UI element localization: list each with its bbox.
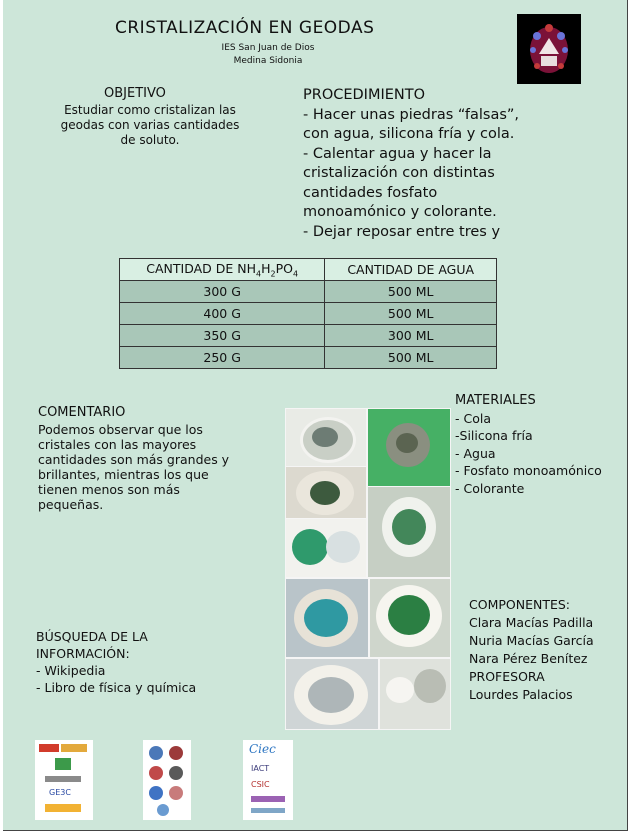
comment-line: cristales con las mayores xyxy=(38,437,197,452)
geode-photo xyxy=(285,578,369,658)
procedure-line: cantidades fosfato xyxy=(303,184,438,201)
sponsor-logos-left xyxy=(35,740,93,820)
comment-line: tienen menos son más xyxy=(38,482,180,497)
information-heading-2: INFORMACIÓN: xyxy=(36,646,130,661)
material-item: - Agua xyxy=(455,445,496,461)
objective-line: Estudiar como cristalizan las xyxy=(64,103,236,117)
school-name: IES San Juan de Dios xyxy=(221,43,315,53)
csic-logo: CSIC xyxy=(251,780,270,789)
table-row xyxy=(120,325,497,347)
components-heading: COMPONENTES: xyxy=(469,597,571,612)
procedure-section xyxy=(303,86,603,244)
information-item: - Libro de física y química xyxy=(36,680,197,695)
sponsor-logos-right xyxy=(243,740,293,820)
procedure-line: con agua, silicona fría y cola. xyxy=(303,126,515,142)
material-item: - Fosfato monoamónico xyxy=(455,463,602,478)
comment-line: pequeñas. xyxy=(38,497,104,512)
information-section xyxy=(36,628,266,696)
teacher-heading: PROFESORA xyxy=(469,669,545,684)
table-cell: 300 ML xyxy=(325,325,497,347)
table-cell: 500 ML xyxy=(325,303,497,325)
comment-heading: COMENTARIO xyxy=(38,405,126,420)
geode-photo xyxy=(285,518,367,578)
column-header-solute: CANTIDAD DE $NH_4H_2PO_4$ xyxy=(120,259,325,281)
materials-section xyxy=(455,392,625,497)
geode-photo xyxy=(369,578,451,658)
comment-line: cantidades son más grandes y xyxy=(38,452,230,467)
poster-title: CRISTALIZACIÓN EN GEODAS xyxy=(115,18,375,38)
geode-photo xyxy=(285,658,379,730)
table-cell: 500 ML xyxy=(325,347,497,369)
team-member: Nuria Macías García xyxy=(469,633,594,648)
geode-photo xyxy=(367,486,451,578)
objective-line: geodas con varias cantidades xyxy=(60,118,240,132)
table-header-row xyxy=(120,259,497,281)
comment-line: Podemos observar que los xyxy=(38,422,203,437)
table-row xyxy=(120,281,497,303)
procedure-line: - Calentar agua y hacer la xyxy=(303,145,492,162)
table-cell: 250 G xyxy=(120,347,325,369)
column-header-water: CANTIDAD DE AGUA xyxy=(325,259,497,281)
procedure-line: - Hacer unas piedras “falsas”, xyxy=(303,106,520,123)
ciec-logo: Ciec xyxy=(249,742,276,756)
objective-heading: OBJETIVO xyxy=(104,86,166,101)
team-member: Nara Pérez Benítez xyxy=(469,651,588,666)
geode-photo xyxy=(285,466,367,520)
team-section xyxy=(469,596,625,704)
procedure-line: cristalización con distintas xyxy=(303,165,495,181)
information-heading: BÚSQUEDA DE LA xyxy=(36,629,148,644)
teacher-name: Lourdes Palacios xyxy=(469,687,573,702)
table-cell: 350 G xyxy=(120,325,325,347)
sponsor-logos-middle xyxy=(143,740,191,820)
material-item: - Colorante xyxy=(455,480,525,496)
poster xyxy=(3,0,628,831)
quantities-table xyxy=(119,258,497,369)
procedure-line: monoamónico y colorante. xyxy=(303,204,497,220)
procedure-line: - Dejar reposar entre tres y xyxy=(303,223,501,240)
table-row xyxy=(120,303,497,325)
team-member: Clara Macías Padilla xyxy=(469,615,594,630)
iact-logo: IACT xyxy=(251,764,270,773)
objective-line: de soluto. xyxy=(120,133,180,147)
ge3c-logo: GE3C xyxy=(49,788,71,797)
procedure-heading: PROCEDIMIENTO xyxy=(303,87,426,103)
table-cell: 500 ML xyxy=(325,281,497,303)
table-cell: 400 G xyxy=(120,303,325,325)
information-item: - Wikipedia xyxy=(36,663,106,678)
geode-photo xyxy=(379,658,451,730)
table-cell: 300 G xyxy=(120,281,325,303)
geode-photo xyxy=(285,408,367,468)
materials-heading: MATERIALES xyxy=(455,393,536,408)
material-item: - Cola xyxy=(455,410,491,426)
town-name: Medina Sidonia xyxy=(233,56,303,66)
school-logo xyxy=(517,14,581,84)
photo-collage xyxy=(285,408,451,728)
comment-text xyxy=(38,422,288,512)
table-row xyxy=(120,347,497,369)
material-item: -Silicona fría xyxy=(455,428,533,443)
objective-text xyxy=(41,103,259,148)
geode-photo xyxy=(367,408,451,488)
comment-line: brillantes, mientras los que xyxy=(38,467,209,482)
